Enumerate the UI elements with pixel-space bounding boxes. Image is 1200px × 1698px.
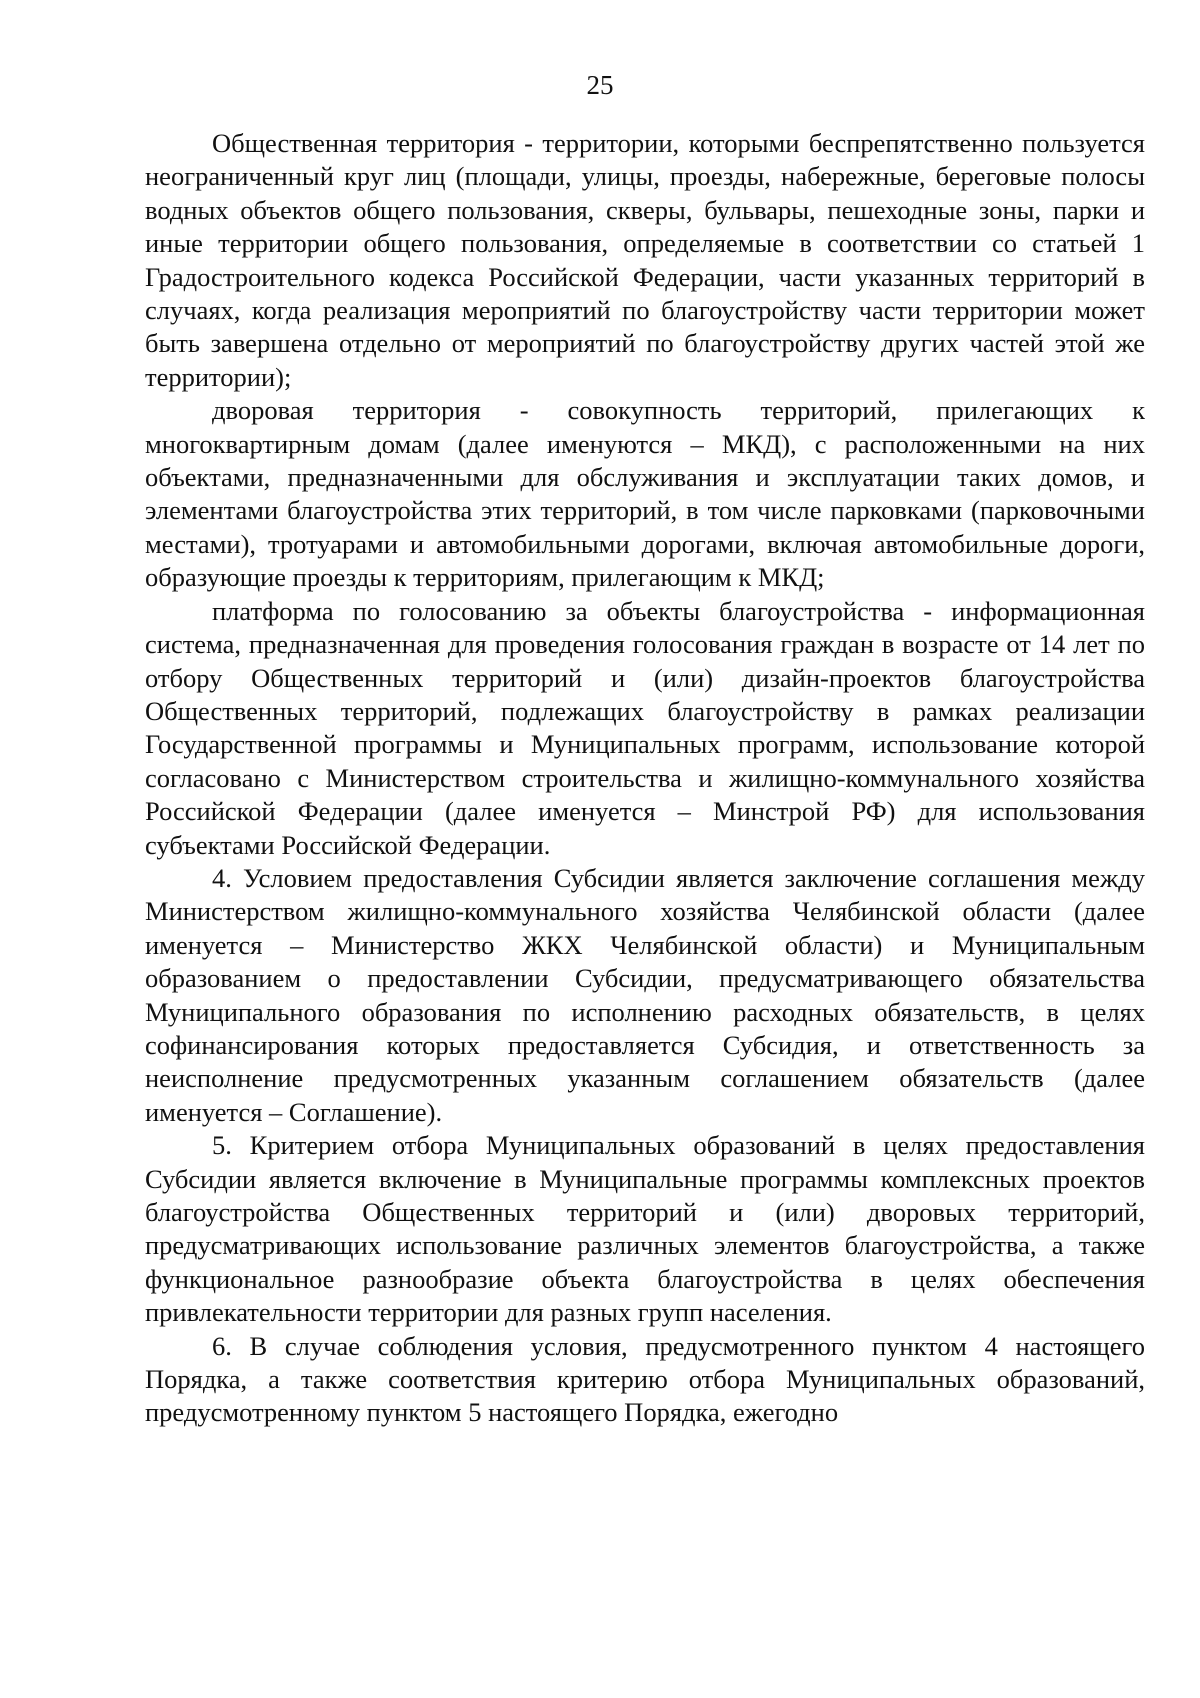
paragraph-public-territory: Общественная территория - территории, которыми беспрепятственно пользуется неограниченный круг лиц (площади, улицы, проезды, набережные, береговые полосы водных объектов общего пользования, скверы, бульвары, пешеходные зоны, парки и иные территории общего пользования, определяемые в соответствии со статьей 1 Градостроительного кодекса Российской Федерации, части указанных территорий в случаях, когда реализация мероприятий по благоустройству части территории может быть завершена отдельно от мероприятий по благоустройству других частей этой же территории);	[145, 128, 1145, 392]
paragraph-voting-platform: платформа по голосованию за объекты благоустройства - информационная система, предназначенная для проведения голосования граждан в возрасте от 14 лет по отбору Общественных территорий и (или) дизайн-проектов благоустройства Общественных территорий, подлежащих благоустройству в рамках реализации Государственной программы и Муниципальных программ, использование которой согласовано с Министерством строительства и жилищно-коммунального хозяйства Российской Федерации (далее именуется – Минстрой РФ) для использования субъектами Российской Федерации.	[145, 595, 1145, 860]
document-body	[145, 127, 1145, 1430]
paragraph-clause-5: 5. Критерием отбора Муниципальных образований в целях предоставления Субсидии является включение в Муниципальные программы комплексных проектов благоустройства Общественных территорий и (или) дворовых территорий, предусматривающих использование различных элементов благоустройства, а также функциональное разнообразие объекта благоустройства в целях обеспечения привлекательности территории для разных групп населения.	[145, 1130, 1145, 1328]
page-number: 25	[586, 70, 614, 100]
paragraph-clause-4: 4. Условием предоставления Субсидии является заключение соглашения между Министерством жилищно-коммунального хозяйства Челябинской области (далее именуется – Министерство ЖКХ Челябинской области) и Муниципальным образованием о предоставлении Субсидии, предусматривающего обязательства Муниципального образования по исполнению расходных обязательств, в целях софинансирования которых предоставляется Субсидия, и ответственность за неисполнение предусмотренных указанным соглашением обязательств (далее именуется – Соглашение).	[145, 862, 1145, 1127]
paragraph-courtyard-territory: дворовая территория - совокупность территорий, прилегающих к многоквартирным домам (далее именуются – МКД), с расположенными на них объектами, предназначенными для обслуживания и эксплуатации таких домов, и элементами благоустройства этих территорий, в том числе парковками (парковочными местами), тротуарами и автомобильными дорогами, включая автомобильные дороги, образующие проезды к территориям, прилегающим к МКД;	[145, 395, 1145, 593]
paragraph-clause-6: 6. В случае соблюдения условия, предусмотренного пунктом 4 настоящего Порядка, а также соответствия критерию отбора Муниципальных образований, предусмотренному пунктом 5 настоящего Порядка, ежегодно	[145, 1330, 1145, 1428]
